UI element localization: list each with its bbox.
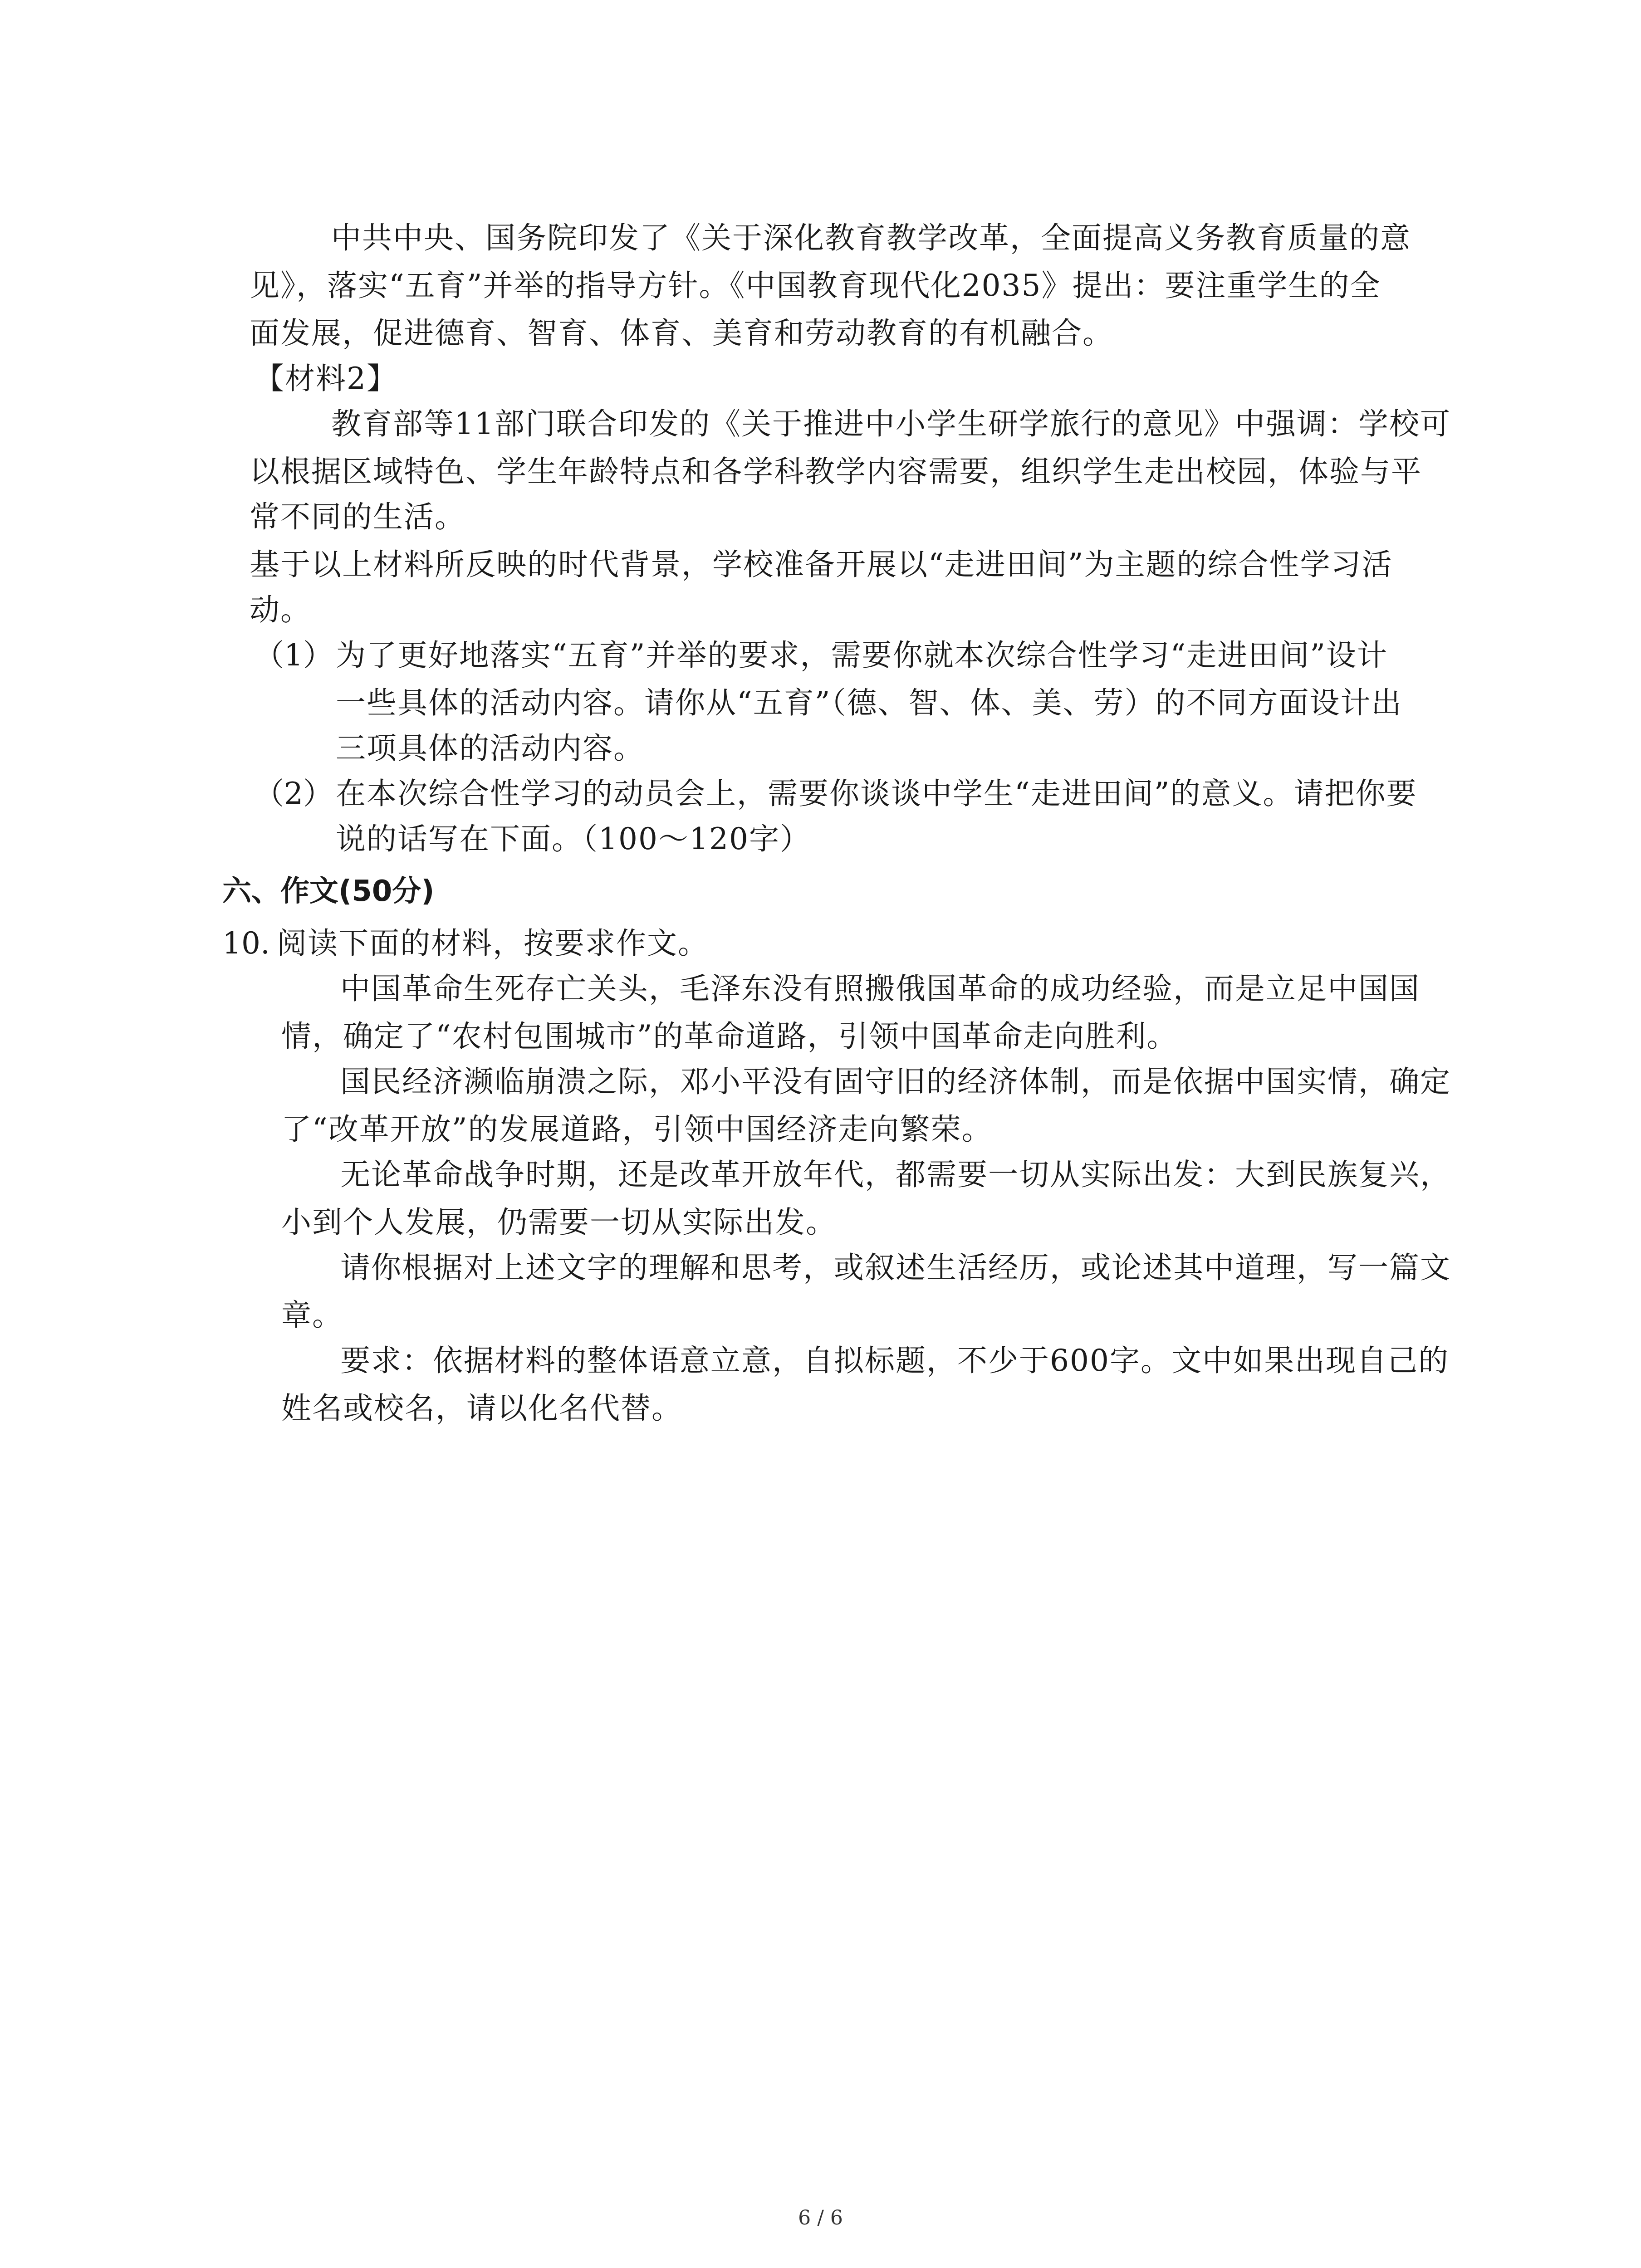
material-1-line: 中共中央、国务院印发了《关于深化教育教学改革，全面提高义务教育质量的意: [331, 220, 1411, 255]
task-1-number: （1）: [254, 638, 333, 673]
material-2-line: 以根据区域特色、学生年龄特点和各学科教学内容需要，组织学生走出校园，体验与平: [250, 454, 1422, 489]
task-2-line: 说的话写在下面。（100～120字）: [336, 821, 811, 856]
essay-material-line: 小到个人发展，仍需要一切从实际出发。: [281, 1205, 837, 1240]
material-1-line: 见》，落实“五育”并举的指导方针。《中国教育现代化2035》提出：要注重学生的全: [250, 268, 1381, 303]
background-line: 基于以上材料所反映的时代背景，学校准备开展以“走进田间”为主题的综合性学习活: [250, 547, 1393, 582]
essay-material-line: 章。: [281, 1298, 343, 1333]
page-number: 6 / 6: [798, 2206, 843, 2229]
task-2-number: （2）: [254, 776, 333, 811]
question-prompt: 阅读下面的材料，按要求作文。: [277, 926, 709, 961]
section-heading: 六、作文(50分): [222, 875, 435, 908]
essay-material-line: 请你根据对上述文字的理解和思考，或叙述生活经历，或论述其中道理，写一篇文: [340, 1250, 1451, 1285]
task-2-line: 在本次综合性学习的动员会上，需要你谈谈中学生“走进田间”的意义。请把你要: [336, 776, 1417, 811]
question-number: 10.: [222, 926, 270, 961]
essay-material-line: 无论革命战争时期，还是改革开放年代，都需要一切从实际出发：大到民族复兴，: [340, 1157, 1451, 1192]
essay-requirement-line: 姓名或校名，请以化名代替。: [281, 1391, 682, 1426]
essay-material-line: 情，确定了“农村包围城市”的革命道路，引领中国革命走向胜利。: [281, 1019, 1178, 1054]
essay-material-line: 国民经济濒临崩溃之际，邓小平没有固守旧的经济体制，而是依据中国实情，确定: [340, 1064, 1451, 1099]
essay-material-line: 了“改革开放”的发展道路，引领中国经济走向繁荣。: [281, 1112, 993, 1147]
material-1-line: 面发展，促进德育、智育、体育、美育和劳动教育的有机融合。: [250, 316, 1113, 351]
material-2-line: 常不同的生活。: [250, 499, 465, 534]
task-1-line: 为了更好地落实“五育”并举的要求，需要你就本次综合性学习“走进田间”设计: [336, 638, 1388, 673]
essay-material-line: 中国革命生死存亡关头，毛泽东没有照搬俄国革命的成功经验，而是立足中国国: [340, 971, 1420, 1006]
material-2-line: 教育部等11部门联合印发的《关于推进中小学生研学旅行的意见》中强调：学校可: [331, 406, 1451, 441]
task-1-line: 一些具体的活动内容。请你从“五育”（德、智、体、美、劳）的不同方面设计出: [336, 685, 1402, 720]
background-line: 动。: [250, 592, 311, 627]
task-1-line: 三项具体的活动内容。: [336, 731, 644, 766]
essay-requirement-line: 要求：依据材料的整体语意立意，自拟标题，不少于600字。文中如果出现自己的: [340, 1343, 1449, 1378]
material-2-label: 【材料2】: [254, 361, 397, 396]
